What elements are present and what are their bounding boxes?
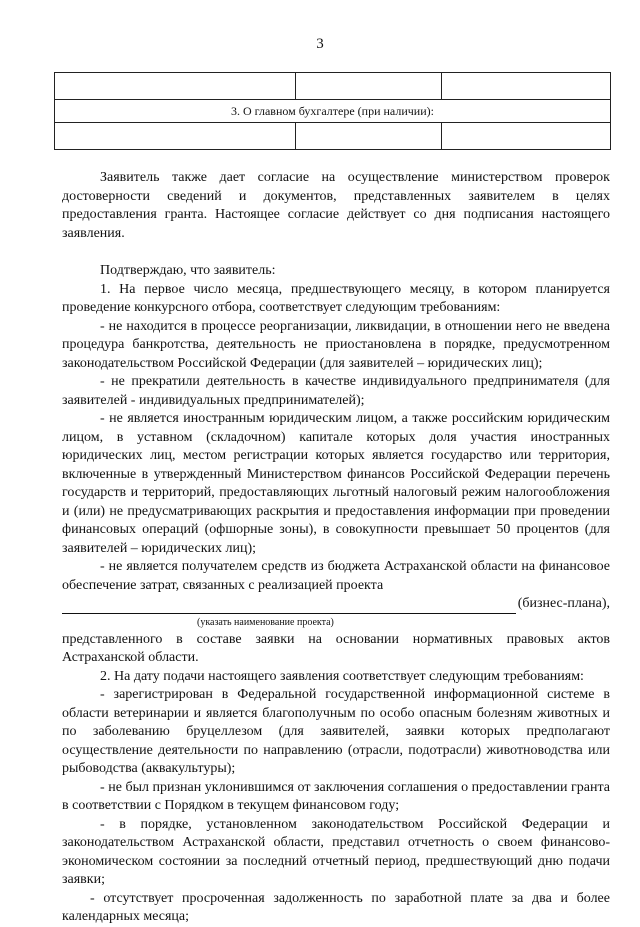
item1-bullet: - не прекратили деятельность в качестве индивидуального предпринимателя (для заявителей - индивидуальных предпринимателей); <box>62 374 610 408</box>
item1-bullet: - не находится в процессе реорганизации, ликвидации, в отношении него не введена процедура банкротства, деятельность не приостановлена в порядке, предусмотренном законодательством Российской Федерации (для заявителей – юридических лиц); <box>62 318 610 371</box>
project-fill-suffix: (бизнес-плана), <box>517 596 610 611</box>
item2-bullet: - не был признан уклонившимся от заключения соглашения о предоставлении гранта в соответствии с Порядком в текущем финансовом году; <box>62 779 610 813</box>
item1-bullet: - не является иностранным юридическим лицом, а также российским юридическим лицом, в уставном (складочном) капитале которых доля участия иностранных юридических лиц, местом регистрации которых является государство или территория, включенные в утвержденный Министерством финансов Российской Федерации перечень государств и территорий, предоставляющих льготный налоговый режим налогообложения и (или) не предусматривающих раскрытия и предоставления информации при проведении финансовых операций (офшорные зоны), в совокупности превышает 50 процентов (для заявителей – юридических лиц); <box>62 411 610 556</box>
table-cell <box>442 123 611 150</box>
table-cell <box>442 73 611 100</box>
table-cell <box>55 123 296 150</box>
table-cell <box>296 123 442 150</box>
table-row <box>55 73 611 100</box>
project-name-caption: (указать наименование проекта) <box>197 616 334 628</box>
table-cell <box>296 73 442 100</box>
table-section-header: 3. О главном бухгалтере (при наличии): <box>55 100 611 123</box>
confirm-intro: Подтверждаю, что заявитель: <box>100 263 276 278</box>
table-cell <box>55 73 296 100</box>
project-name-fill-line <box>62 595 610 614</box>
item2-bullet: - в порядке, установленном законодательством Российской Федерации и законодательством Астраханской области, представил отчетность о своем финансово-экономическом состоянии за последний отчетный период, предшествующий дню подачи заявки; <box>62 816 610 887</box>
chief-accountant-table <box>54 72 611 150</box>
consent-paragraph: Заявитель также дает согласие на осуществление министерством проверок достоверности сведений и документов, представленных заявителем в целях предоставления гранта. Настоящее согласие действует со дня подписания настоящего заявления. <box>62 170 610 241</box>
page-number: 3 <box>316 36 324 52</box>
item2-bullet: - отсутствует просроченная задолженность по заработной плате за два и более календарных месяца; <box>62 890 610 924</box>
project-continuation: представленного в составе заявки на основании нормативных правовых актов Астраханской области. <box>62 631 610 665</box>
item2-title: 2. На дату подачи настоящего заявления соответствует следующим требованиям: <box>100 668 584 684</box>
item1-title: 1. На первое число месяца, предшествующего месяцу, в котором планируется проведение конкурсного отбора, соответствует следующим требованиям: <box>62 281 610 315</box>
table-row <box>55 123 611 150</box>
project-name-blank[interactable] <box>62 599 516 614</box>
table-row <box>55 100 611 123</box>
application-body <box>62 169 610 927</box>
item1-bullet: - не является получателем средств из бюджета Астраханской области на финансовое обеспечение затрат, связанных с реализацией проекта <box>62 559 610 593</box>
item2-bullet: - зарегистрирован в Федеральной государственной информационной системе в области ветеринарии и является благополучным по особо опасным болезням животных и по заболеванию бруцеллезом (для заявителей, заявки которых предполагают осуществление деятельности по направлению (отрасли, подотрасли) животноводства или рыбоводства (аквакультуры); <box>62 687 610 776</box>
